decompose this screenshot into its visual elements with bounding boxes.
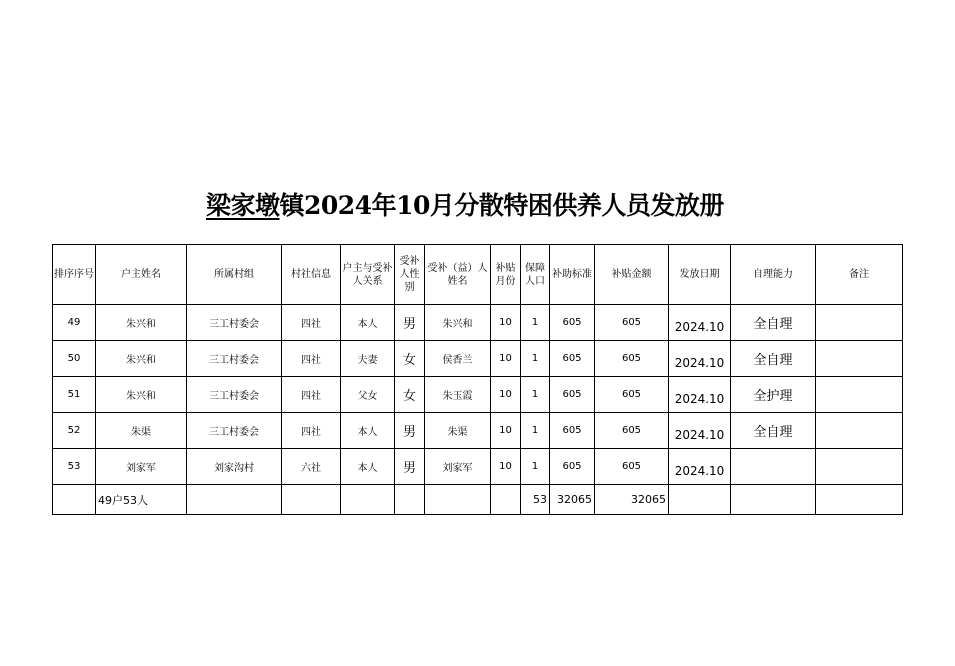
cell-recipient: 朱渠 bbox=[425, 413, 491, 449]
cell-recipient: 侯香兰 bbox=[425, 341, 491, 377]
cell-month: 10 bbox=[491, 413, 521, 449]
table-row bbox=[53, 449, 903, 485]
cell-standard: 605 bbox=[550, 305, 595, 341]
cell-amount: 605 bbox=[595, 377, 669, 413]
cell-month: 10 bbox=[491, 449, 521, 485]
total-cell-empty bbox=[669, 485, 731, 515]
cell-amount: 605 bbox=[595, 305, 669, 341]
cell-relation: 夫妻 bbox=[341, 341, 395, 377]
cell-householder: 朱兴和 bbox=[96, 341, 187, 377]
cell-amount: 605 bbox=[595, 413, 669, 449]
total-amount: 32065 bbox=[595, 485, 669, 515]
total-cell-empty bbox=[341, 485, 395, 515]
title-text: 镇2024年10月分散特困供养人员发放册 bbox=[279, 191, 724, 220]
cell-group: 四社 bbox=[282, 305, 341, 341]
header-cell: 补助标准 bbox=[550, 245, 595, 305]
cell-amount: 605 bbox=[595, 449, 669, 485]
table-row bbox=[53, 305, 903, 341]
header-cell: 补贴金额 bbox=[595, 245, 669, 305]
cell-people: 1 bbox=[521, 341, 550, 377]
total-cell-empty bbox=[395, 485, 425, 515]
cell-group: 四社 bbox=[282, 413, 341, 449]
cell-gender: 男 bbox=[395, 305, 425, 341]
cell-householder: 刘家军 bbox=[96, 449, 187, 485]
header-cell: 户主与受补人关系 bbox=[341, 245, 395, 305]
cell-people: 1 bbox=[521, 305, 550, 341]
header-cell: 受补（益）人姓名 bbox=[425, 245, 491, 305]
cell-recipient: 朱玉霞 bbox=[425, 377, 491, 413]
cell-relation: 本人 bbox=[341, 449, 395, 485]
cell-ability: 全护理 bbox=[731, 377, 816, 413]
cell-standard: 605 bbox=[550, 377, 595, 413]
cell-group: 六社 bbox=[282, 449, 341, 485]
cell-village: 三工村委会 bbox=[187, 341, 282, 377]
cell-village: 三工村委会 bbox=[187, 377, 282, 413]
cell-seq: 53 bbox=[53, 449, 96, 485]
town-name: 梁家墩 bbox=[206, 191, 280, 220]
header-cell: 受补人性别 bbox=[395, 245, 425, 305]
header-cell: 保障人口 bbox=[521, 245, 550, 305]
header-cell: 补贴月份 bbox=[491, 245, 521, 305]
cell-recipient: 朱兴和 bbox=[425, 305, 491, 341]
cell-group: 四社 bbox=[282, 341, 341, 377]
cell-gender: 女 bbox=[395, 377, 425, 413]
cell-people: 1 bbox=[521, 377, 550, 413]
cell-month: 10 bbox=[491, 305, 521, 341]
cell-date: 2024.10 bbox=[669, 305, 731, 341]
total-cell-empty bbox=[187, 485, 282, 515]
cell-month: 10 bbox=[491, 377, 521, 413]
cell-remark bbox=[816, 413, 903, 449]
cell-recipient: 刘家军 bbox=[425, 449, 491, 485]
cell-ability: 全自理 bbox=[731, 413, 816, 449]
header-cell: 户主姓名 bbox=[96, 245, 187, 305]
cell-remark bbox=[816, 449, 903, 485]
total-standard: 32065 bbox=[550, 485, 595, 515]
header-cell: 自理能力 bbox=[731, 245, 816, 305]
total-cell-empty bbox=[731, 485, 816, 515]
cell-people: 1 bbox=[521, 413, 550, 449]
cell-village: 三工村委会 bbox=[187, 305, 282, 341]
cell-date: 2024.10 bbox=[669, 449, 731, 485]
cell-month: 10 bbox=[491, 341, 521, 377]
cell-remark bbox=[816, 377, 903, 413]
cell-people: 1 bbox=[521, 449, 550, 485]
cell-ability: 全自理 bbox=[731, 305, 816, 341]
header-cell: 发放日期 bbox=[669, 245, 731, 305]
cell-remark bbox=[816, 341, 903, 377]
header-cell: 所属村组 bbox=[187, 245, 282, 305]
payment-table bbox=[52, 244, 903, 515]
cell-gender: 女 bbox=[395, 341, 425, 377]
header-cell: 村社信息 bbox=[282, 245, 341, 305]
total-row bbox=[53, 485, 903, 515]
total-cell-empty bbox=[425, 485, 491, 515]
cell-seq: 49 bbox=[53, 305, 96, 341]
cell-seq: 50 bbox=[53, 341, 96, 377]
cell-standard: 605 bbox=[550, 449, 595, 485]
cell-ability bbox=[731, 449, 816, 485]
cell-ability: 全自理 bbox=[731, 341, 816, 377]
cell-householder: 朱兴和 bbox=[96, 305, 187, 341]
total-cell-empty bbox=[491, 485, 521, 515]
table-row bbox=[53, 377, 903, 413]
cell-group: 四社 bbox=[282, 377, 341, 413]
cell-seq: 52 bbox=[53, 413, 96, 449]
header-row bbox=[53, 245, 903, 305]
cell-remark bbox=[816, 305, 903, 341]
cell-standard: 605 bbox=[550, 413, 595, 449]
cell-date: 2024.10 bbox=[669, 413, 731, 449]
cell-householder: 朱渠 bbox=[96, 413, 187, 449]
cell-date: 2024.10 bbox=[669, 377, 731, 413]
cell-gender: 男 bbox=[395, 449, 425, 485]
cell-village: 三工村委会 bbox=[187, 413, 282, 449]
cell-standard: 605 bbox=[550, 341, 595, 377]
total-households-label: 49户53人 bbox=[96, 485, 187, 515]
table-row bbox=[53, 413, 903, 449]
cell-householder: 朱兴和 bbox=[96, 377, 187, 413]
cell-relation: 本人 bbox=[341, 305, 395, 341]
header-cell: 备注 bbox=[816, 245, 903, 305]
header-cell: 排序序号 bbox=[53, 245, 96, 305]
total-cell-empty bbox=[816, 485, 903, 515]
cell-amount: 605 bbox=[595, 341, 669, 377]
total-people: 53 bbox=[521, 485, 550, 515]
page-title bbox=[186, 186, 724, 222]
total-cell-empty bbox=[282, 485, 341, 515]
cell-seq: 51 bbox=[53, 377, 96, 413]
cell-relation: 本人 bbox=[341, 413, 395, 449]
cell-date: 2024.10 bbox=[669, 341, 731, 377]
total-cell-empty bbox=[53, 485, 96, 515]
table-row bbox=[53, 341, 903, 377]
cell-gender: 男 bbox=[395, 413, 425, 449]
cell-relation: 父女 bbox=[341, 377, 395, 413]
cell-village: 刘家沟村 bbox=[187, 449, 282, 485]
